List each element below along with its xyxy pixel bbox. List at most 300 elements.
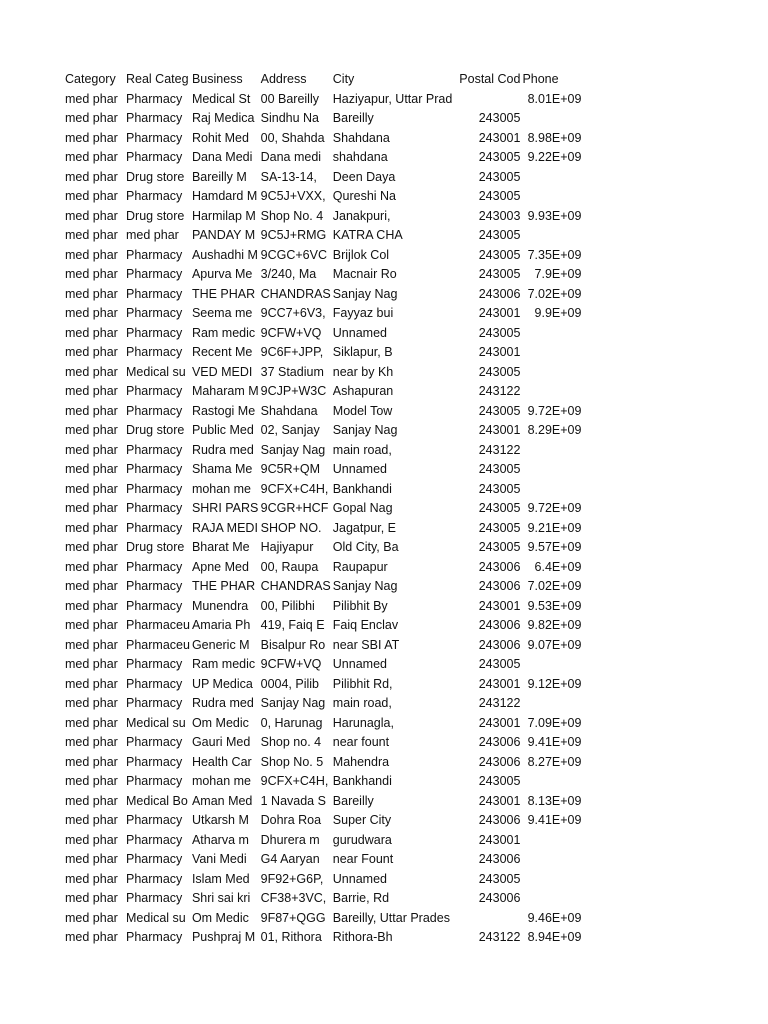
cell-business[interactable]: Public Med: [191, 423, 254, 437]
cell-city[interactable]: Bankhandi: [332, 774, 392, 788]
cell-category[interactable]: med phar: [65, 813, 118, 827]
cell-business[interactable]: Aushadhi M: [191, 247, 258, 262]
cell-category[interactable]: med phar: [65, 579, 118, 593]
cell-business[interactable]: Rastogi Me: [191, 403, 256, 418]
cell-city[interactable]: Ashapuran: [332, 384, 394, 398]
cell-city[interactable]: Macnair Ro: [332, 267, 397, 281]
cell-category[interactable]: med phar: [65, 618, 118, 632]
cell-postal-code[interactable]: 243122: [478, 930, 521, 944]
cell-real-category[interactable]: Pharmacy: [126, 871, 183, 886]
cell-category[interactable]: med phar: [65, 676, 118, 691]
cell-city[interactable]: near by Kh: [332, 364, 394, 379]
cell-city[interactable]: Sanjay Nag: [332, 579, 398, 593]
cell-postal-code[interactable]: 243001: [478, 793, 521, 808]
cell-phone[interactable]: 9.53E+09: [527, 598, 582, 613]
cell-postal-code[interactable]: 243122: [478, 384, 521, 398]
cell-address[interactable]: 9CFX+C4H,: [260, 774, 329, 788]
cell-business[interactable]: mohan me: [191, 774, 251, 788]
header-city[interactable]: City: [332, 72, 355, 86]
cell-real-category[interactable]: Pharmacy: [126, 384, 183, 398]
cell-postal-code[interactable]: 243005: [478, 247, 521, 262]
cell-business[interactable]: Apne Med: [191, 559, 249, 574]
cell-phone[interactable]: 7.02E+09: [527, 286, 582, 301]
cell-business[interactable]: THE PHAR: [191, 286, 256, 301]
cell-address[interactable]: Bisalpur Ro: [260, 637, 326, 652]
cell-phone[interactable]: [521, 187, 582, 207]
cell-business[interactable]: Rudra med: [191, 696, 254, 710]
cell-city[interactable]: near Fount: [332, 852, 394, 866]
cell-postal-code[interactable]: 243006: [478, 852, 521, 866]
cell-city[interactable]: Sanjay Nag: [332, 423, 398, 437]
header-address[interactable]: Address: [260, 72, 307, 86]
cell-address[interactable]: Sanjay Nag: [260, 696, 326, 710]
cell-city[interactable]: near SBI AT: [332, 637, 400, 652]
cell-city[interactable]: Brijlok Col: [332, 247, 390, 262]
cell-real-category[interactable]: Pharmacy: [126, 442, 183, 457]
cell-city[interactable]: Rithora-Bh: [332, 930, 393, 944]
cell-business[interactable]: Medical St: [191, 91, 251, 106]
cell-city[interactable]: Siklapur, B: [332, 345, 393, 359]
cell-city[interactable]: Janakpuri,: [332, 208, 391, 223]
cell-address[interactable]: SHOP NO.: [260, 520, 322, 535]
cell-address[interactable]: 00, Pilibhi: [260, 598, 315, 613]
cell-city[interactable]: Harunagla,: [332, 715, 394, 730]
cell-address[interactable]: 0, Harunag: [260, 715, 323, 730]
cell-postal-code[interactable]: 243006: [478, 618, 521, 632]
cell-city[interactable]: Sanjay Nag: [332, 286, 398, 301]
cell-business[interactable]: VED MEDI: [191, 364, 253, 379]
cell-address[interactable]: 00 Bareilly: [260, 91, 319, 106]
cell-city[interactable]: Super City: [332, 813, 392, 827]
cell-city[interactable]: gurudwara: [332, 832, 392, 847]
cell-real-category[interactable]: Pharmacy: [126, 481, 183, 496]
cell-real-category[interactable]: Pharmacy: [126, 813, 183, 827]
cell-category[interactable]: med phar: [65, 189, 118, 203]
cell-category[interactable]: med phar: [65, 364, 118, 379]
cell-real-category[interactable]: Pharmaceu: [126, 637, 190, 652]
cell-category[interactable]: med phar: [65, 559, 118, 574]
cell-postal-code[interactable]: 243005: [478, 150, 521, 164]
cell-business[interactable]: UP Medica: [191, 676, 253, 691]
cell-category[interactable]: med phar: [65, 598, 118, 613]
cell-postal-code[interactable]: 243005: [478, 189, 521, 203]
cell-category[interactable]: med phar: [65, 735, 118, 749]
cell-category[interactable]: med phar: [65, 520, 118, 535]
cell-phone[interactable]: 9.93E+09: [527, 208, 582, 223]
cell-address[interactable]: 00, Shahda: [260, 130, 325, 145]
cell-category[interactable]: med phar: [65, 852, 118, 866]
cell-phone[interactable]: 9.07E+09: [527, 637, 582, 652]
cell-address[interactable]: 01, Rithora: [260, 930, 322, 944]
cell-phone[interactable]: [521, 831, 582, 851]
cell-category[interactable]: med phar: [65, 130, 118, 145]
cell-business[interactable]: RAJA MEDI: [191, 520, 258, 535]
cell-real-category[interactable]: Pharmacy: [126, 325, 183, 340]
cell-category[interactable]: med phar: [65, 501, 118, 515]
cell-real-category[interactable]: Pharmacy: [126, 345, 183, 359]
cell-address[interactable]: 9C5J+RMG: [260, 228, 327, 242]
cell-address[interactable]: 37 Stadium: [260, 364, 324, 379]
cell-city[interactable]: Jagatpur, E: [332, 520, 397, 535]
cell-category[interactable]: med phar: [65, 696, 118, 710]
cell-phone[interactable]: 9.22E+09: [527, 150, 582, 164]
cell-address[interactable]: 9C6F+JPP,: [260, 345, 324, 359]
cell-postal-code[interactable]: 243006: [478, 637, 521, 652]
cell-real-category[interactable]: Pharmacy: [126, 676, 183, 691]
cell-postal-code[interactable]: 243006: [478, 286, 521, 301]
cell-business[interactable]: Rudra med: [191, 442, 254, 457]
cell-real-category[interactable]: Pharmacy: [126, 852, 183, 866]
cell-real-category[interactable]: Pharmacy: [126, 247, 183, 262]
cell-address[interactable]: Shop no. 4: [260, 735, 322, 749]
cell-real-category[interactable]: Pharmacy: [126, 559, 183, 574]
cell-category[interactable]: med phar: [65, 871, 118, 886]
cell-phone[interactable]: [521, 324, 582, 344]
cell-address[interactable]: Dana medi: [260, 150, 322, 164]
cell-phone[interactable]: [521, 889, 582, 909]
cell-postal-code[interactable]: 243005: [478, 462, 521, 476]
cell-real-category[interactable]: Pharmacy: [126, 462, 183, 476]
cell-category[interactable]: med phar: [65, 481, 118, 496]
cell-business[interactable]: Pushpraj M: [191, 930, 256, 944]
cell-business[interactable]: SHRI PARS: [191, 501, 259, 515]
cell-city[interactable]: Model Tow: [332, 403, 393, 418]
cell-phone[interactable]: [521, 480, 582, 500]
cell-postal-code[interactable]: 243005: [478, 325, 521, 340]
cell-business[interactable]: Shama Me: [191, 462, 253, 476]
cell-phone[interactable]: [521, 226, 582, 246]
cell-address[interactable]: 9CGC+6VC: [260, 247, 327, 262]
cell-real-category[interactable]: Pharmacy: [126, 579, 183, 593]
cell-business[interactable]: Om Medic: [191, 910, 249, 925]
cell-phone[interactable]: 7.02E+09: [527, 579, 582, 593]
cell-real-category[interactable]: Pharmacy: [126, 696, 183, 710]
cell-category[interactable]: med phar: [65, 208, 118, 223]
cell-real-category[interactable]: Pharmacy: [126, 267, 183, 281]
cell-city[interactable]: Raupapur: [332, 559, 388, 574]
cell-category[interactable]: med phar: [65, 715, 118, 730]
cell-real-category[interactable]: Pharmacy: [126, 403, 183, 418]
cell-city[interactable]: KATRA CHA: [332, 228, 403, 242]
cell-business[interactable]: Rohit Med: [191, 130, 249, 145]
cell-business[interactable]: Generic M: [191, 637, 250, 652]
cell-real-category[interactable]: Medical su: [126, 910, 186, 925]
cell-address[interactable]: 1 Navada S: [260, 793, 326, 808]
cell-phone[interactable]: [521, 694, 582, 714]
cell-phone[interactable]: 7.35E+09: [527, 247, 582, 262]
cell-city[interactable]: Unnamed: [332, 871, 387, 886]
cell-category[interactable]: med phar: [65, 442, 118, 457]
cell-postal-code[interactable]: 243001: [478, 832, 521, 847]
cell-postal-code[interactable]: 243006: [478, 559, 521, 574]
header-business[interactable]: Business: [191, 72, 243, 86]
cell-category[interactable]: med phar: [65, 150, 118, 164]
cell-address[interactable]: CHANDRAS: [260, 579, 331, 593]
cell-business[interactable]: Aman Med: [191, 793, 253, 808]
cell-category[interactable]: med phar: [65, 930, 118, 944]
cell-postal-code[interactable]: 243005: [478, 540, 521, 554]
cell-business[interactable]: Recent Me: [191, 345, 253, 359]
cell-phone[interactable]: 9.41E+09: [527, 813, 582, 827]
cell-phone[interactable]: 9.72E+09: [527, 403, 582, 418]
cell-address[interactable]: 419, Faiq E: [260, 618, 325, 632]
cell-address[interactable]: 9C5J+VXX,: [260, 189, 326, 203]
cell-postal-code[interactable]: 243001: [478, 676, 521, 691]
cell-postal-code[interactable]: 243001: [478, 715, 521, 730]
cell-address[interactable]: 9CGR+HCF: [260, 501, 329, 515]
cell-business[interactable]: Amaria Ph: [191, 618, 251, 632]
cell-real-category[interactable]: Pharmacy: [126, 189, 183, 203]
cell-address[interactable]: Dhurera m: [260, 832, 320, 847]
cell-postal-code[interactable]: 243001: [478, 598, 521, 613]
cell-address[interactable]: 9F92+G6P,: [260, 871, 324, 886]
cell-real-category[interactable]: Pharmaceu: [126, 618, 190, 632]
cell-address[interactable]: 0004, Pilib: [260, 676, 319, 691]
cell-category[interactable]: med phar: [65, 540, 118, 554]
cell-address[interactable]: 9CJP+W3C: [260, 384, 327, 398]
cell-city[interactable]: Pilibhit Rd,: [332, 676, 393, 691]
cell-category[interactable]: med phar: [65, 306, 118, 320]
cell-city[interactable]: Barrie, Rd: [332, 891, 390, 905]
cell-category[interactable]: med phar: [65, 247, 118, 262]
cell-category[interactable]: med phar: [65, 462, 118, 476]
cell-business[interactable]: Raj Medica: [191, 111, 255, 125]
cell-postal-code[interactable]: 243122: [478, 442, 521, 457]
cell-business[interactable]: Shri sai kri: [191, 891, 251, 905]
cell-business[interactable]: PANDAY M: [191, 228, 256, 242]
cell-business[interactable]: THE PHAR: [191, 579, 256, 593]
cell-phone[interactable]: 9.9E+09: [534, 306, 582, 320]
cell-city[interactable]: Bareilly, Uttar Prades: [332, 910, 450, 925]
cell-city[interactable]: Faiq Enclav: [332, 618, 399, 632]
cell-city[interactable]: Old City, Ba: [332, 540, 399, 554]
cell-postal-code[interactable]: 243006: [478, 579, 521, 593]
cell-phone[interactable]: 9.12E+09: [527, 676, 582, 691]
cell-postal-code[interactable]: 243005: [478, 228, 521, 242]
cell-real-category[interactable]: Drug store: [126, 540, 185, 554]
cell-phone[interactable]: [521, 109, 582, 129]
cell-address[interactable]: Dohra Roa: [260, 813, 322, 827]
cell-real-category[interactable]: med phar: [126, 228, 179, 242]
cell-real-category[interactable]: Pharmacy: [126, 306, 183, 320]
cell-business[interactable]: Harmilap M: [191, 208, 256, 223]
cell-phone[interactable]: 9.72E+09: [527, 501, 582, 515]
cell-city[interactable]: Bareilly: [332, 793, 374, 808]
cell-postal-code[interactable]: 243005: [478, 520, 521, 535]
cell-category[interactable]: med phar: [65, 774, 118, 788]
cell-address[interactable]: G4 Aaryan: [260, 852, 320, 866]
cell-city[interactable]: Haziyapur, Uttar Prad: [332, 91, 453, 106]
cell-business[interactable]: Om Medic: [191, 715, 249, 730]
cell-address[interactable]: 9C5R+QM: [260, 462, 321, 476]
cell-address[interactable]: Hajiyapur: [260, 540, 314, 554]
cell-business[interactable]: Dana Medi: [191, 150, 253, 164]
cell-business[interactable]: Utkarsh M: [191, 813, 249, 827]
cell-phone[interactable]: 8.29E+09: [527, 423, 582, 437]
cell-real-category[interactable]: Pharmacy: [126, 754, 183, 769]
cell-postal-code[interactable]: 243001: [478, 345, 521, 359]
cell-phone[interactable]: [521, 772, 582, 792]
cell-phone[interactable]: [521, 168, 582, 188]
header-category[interactable]: Category: [65, 72, 116, 86]
cell-category[interactable]: med phar: [65, 657, 118, 671]
cell-city[interactable]: main road,: [332, 696, 392, 710]
cell-postal-code[interactable]: 243005: [478, 871, 521, 886]
cell-postal-code[interactable]: 243001: [478, 423, 521, 437]
cell-postal-code[interactable]: 243005: [478, 364, 521, 379]
cell-address[interactable]: 9CFW+VQ: [260, 325, 322, 340]
cell-phone[interactable]: 7.09E+09: [527, 715, 582, 730]
cell-postal-code[interactable]: 243005: [478, 774, 521, 788]
cell-address[interactable]: 02, Sanjay: [260, 423, 320, 437]
cell-phone[interactable]: 9.82E+09: [527, 618, 582, 632]
cell-business[interactable]: Ram medic: [191, 325, 256, 340]
cell-city[interactable]: Shahdana: [332, 130, 390, 145]
cell-postal-code[interactable]: 243005: [478, 169, 521, 184]
cell-real-category[interactable]: Pharmacy: [126, 891, 183, 905]
cell-postal-code[interactable]: 243001: [478, 130, 521, 145]
cell-category[interactable]: med phar: [65, 345, 118, 359]
cell-postal-code[interactable]: 243122: [478, 696, 521, 710]
cell-category[interactable]: med phar: [65, 267, 118, 281]
cell-city[interactable]: Unnamed: [332, 462, 387, 476]
cell-address[interactable]: Shahdana: [260, 403, 318, 418]
cell-business[interactable]: Hamdard M: [191, 189, 258, 203]
cell-city[interactable]: shahdana: [332, 150, 388, 164]
cell-category[interactable]: med phar: [65, 169, 118, 184]
cell-postal-code[interactable]: 243001: [478, 306, 521, 320]
cell-address[interactable]: Sanjay Nag: [260, 442, 326, 457]
cell-phone[interactable]: 8.94E+09: [527, 930, 582, 944]
cell-category[interactable]: med phar: [65, 403, 118, 418]
cell-phone[interactable]: 7.9E+09: [534, 267, 582, 281]
cell-city[interactable]: Bankhandi: [332, 481, 392, 496]
cell-postal-code[interactable]: [453, 90, 521, 110]
cell-city[interactable]: Unnamed: [332, 657, 387, 671]
cell-business[interactable]: Islam Med: [191, 871, 250, 886]
cell-real-category[interactable]: Drug store: [126, 423, 185, 437]
cell-business[interactable]: Ram medic: [191, 657, 256, 671]
cell-city[interactable]: main road,: [332, 442, 392, 457]
cell-category[interactable]: med phar: [65, 832, 118, 847]
cell-phone[interactable]: 8.13E+09: [527, 793, 582, 808]
cell-city[interactable]: Deen Daya: [332, 169, 396, 184]
cell-postal-code[interactable]: 243005: [478, 403, 521, 418]
cell-real-category[interactable]: Drug store: [126, 169, 185, 184]
cell-category[interactable]: med phar: [65, 228, 118, 242]
cell-postal-code[interactable]: 243005: [478, 657, 521, 671]
cell-phone[interactable]: [521, 850, 582, 870]
cell-real-category[interactable]: Pharmacy: [126, 501, 183, 515]
cell-postal-code[interactable]: 243005: [478, 481, 521, 496]
cell-business[interactable]: Munendra: [191, 598, 249, 613]
cell-address[interactable]: 9F87+QGG: [260, 910, 326, 925]
cell-address[interactable]: Shop No. 5: [260, 754, 324, 769]
cell-city[interactable]: Pilibhit By: [332, 598, 388, 613]
cell-real-category[interactable]: Pharmacy: [126, 111, 183, 125]
cell-category[interactable]: med phar: [65, 793, 118, 808]
cell-phone[interactable]: [521, 870, 582, 890]
cell-postal-code[interactable]: 243006: [478, 735, 521, 749]
cell-business[interactable]: Atharva m: [191, 832, 249, 847]
cell-phone[interactable]: 6.4E+09: [534, 559, 582, 574]
cell-phone[interactable]: 8.01E+09: [527, 91, 582, 106]
cell-category[interactable]: med phar: [65, 910, 118, 925]
cell-category[interactable]: med phar: [65, 111, 118, 125]
cell-real-category[interactable]: Pharmacy: [126, 520, 183, 535]
cell-phone[interactable]: [521, 460, 582, 480]
cell-category[interactable]: med phar: [65, 286, 118, 301]
cell-city[interactable]: Mahendra: [332, 754, 390, 769]
cell-category[interactable]: med phar: [65, 423, 118, 437]
cell-phone[interactable]: 8.98E+09: [527, 130, 582, 145]
cell-business[interactable]: Gauri Med: [191, 735, 251, 749]
cell-phone[interactable]: 8.27E+09: [527, 754, 582, 769]
cell-business[interactable]: Health Car: [191, 754, 252, 769]
cell-category[interactable]: med phar: [65, 91, 118, 106]
cell-city[interactable]: Bareilly: [332, 111, 374, 125]
cell-address[interactable]: SA-13-14,: [260, 169, 317, 184]
cell-phone[interactable]: [521, 382, 582, 402]
cell-postal-code[interactable]: 243005: [478, 501, 521, 515]
cell-address[interactable]: 3/240, Ma: [260, 267, 317, 281]
cell-phone[interactable]: 9.41E+09: [527, 735, 582, 749]
cell-real-category[interactable]: Pharmacy: [126, 286, 183, 301]
cell-business[interactable]: mohan me: [191, 481, 251, 496]
cell-phone[interactable]: [521, 655, 582, 675]
cell-address[interactable]: Shop No. 4: [260, 208, 324, 223]
cell-business[interactable]: Seema me: [191, 306, 253, 320]
cell-city[interactable]: Fayyaz bui: [332, 306, 394, 320]
cell-real-category[interactable]: Pharmacy: [126, 735, 183, 749]
cell-business[interactable]: Bharat Me: [191, 540, 250, 554]
cell-address[interactable]: Sindhu Na: [260, 111, 319, 125]
header-postal-code[interactable]: Postal Cod: [459, 72, 521, 86]
cell-postal-code[interactable]: 243006: [478, 891, 521, 905]
cell-address[interactable]: 9CC7+6V3,: [260, 306, 326, 320]
cell-real-category[interactable]: Pharmacy: [126, 91, 183, 106]
header-phone[interactable]: Phone: [522, 72, 559, 86]
cell-postal-code[interactable]: 243003: [478, 208, 521, 223]
cell-real-category[interactable]: Medical Bo: [126, 793, 188, 808]
cell-phone[interactable]: 9.46E+09: [527, 910, 582, 925]
cell-phone[interactable]: [521, 363, 582, 383]
cell-real-category[interactable]: Medical su: [126, 364, 186, 379]
cell-address[interactable]: 00, Raupa: [260, 559, 319, 574]
cell-postal-code[interactable]: [453, 909, 521, 929]
cell-city[interactable]: Unnamed: [332, 325, 387, 340]
cell-real-category[interactable]: Drug store: [126, 208, 185, 223]
cell-business[interactable]: Vani Medi: [191, 852, 247, 866]
cell-city[interactable]: Gopal Nag: [332, 501, 393, 515]
cell-address[interactable]: 9CFW+VQ: [260, 657, 322, 671]
cell-real-category[interactable]: Medical su: [126, 715, 186, 730]
cell-category[interactable]: med phar: [65, 754, 118, 769]
cell-business[interactable]: Bareilly M: [191, 169, 247, 184]
cell-business[interactable]: Apurva Me: [191, 267, 253, 281]
cell-postal-code[interactable]: 243005: [478, 267, 521, 281]
cell-phone[interactable]: 9.57E+09: [527, 540, 582, 554]
cell-postal-code[interactable]: 243006: [478, 813, 521, 827]
cell-address[interactable]: CHANDRAS: [260, 286, 331, 301]
cell-phone[interactable]: [521, 441, 582, 461]
cell-category[interactable]: med phar: [65, 384, 118, 398]
cell-phone[interactable]: [521, 343, 582, 363]
cell-address[interactable]: CF38+3VC,: [260, 891, 327, 905]
cell-real-category[interactable]: Pharmacy: [126, 657, 183, 671]
cell-real-category[interactable]: Pharmacy: [126, 832, 183, 847]
cell-phone[interactable]: 9.21E+09: [527, 520, 582, 535]
